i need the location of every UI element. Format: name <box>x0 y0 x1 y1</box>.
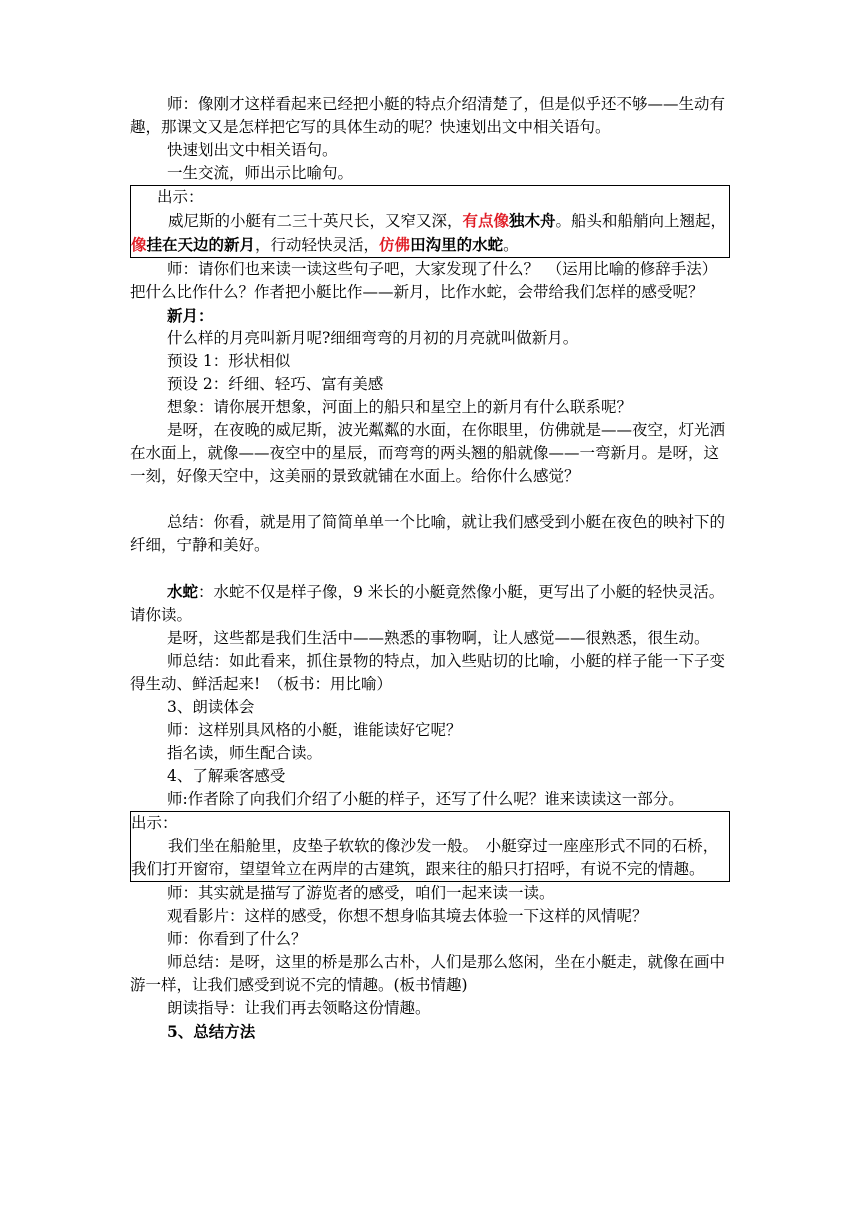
blank-line <box>130 557 730 580</box>
paragraph-water-snake <box>130 580 730 627</box>
paragraph-imagine: 想象：请你展开想象，河面上的船只和星空上的新月有什么联系呢？ <box>167 398 633 416</box>
display-box-simile <box>130 185 730 258</box>
bold-phrase: 田沟里的水蛇 <box>410 235 504 254</box>
highlight-word: 仿佛 <box>379 235 411 254</box>
text-span: ，行动轻快灵活， <box>255 236 380 254</box>
step-heading-5: 5、总结方法 <box>167 1022 256 1041</box>
blank-line <box>130 488 730 511</box>
paragraph-student-exchange: 一生交流，师出示比喻句。 <box>167 164 354 182</box>
paragraph-teacher-summary-2: 师总结：是呀，这里的桥是那么古朴，人们是那么悠闲，坐在小艇走，就像在画中游一样，让我们感受到说不完的情趣。(板书情趣) <box>130 953 726 994</box>
paragraph-instruction: 快速划出文中相关语句。 <box>167 141 338 159</box>
paragraph-read-sentences: 师：请你们也来读一读这些句子吧，大家发现了什么？ （运用比喻的修辞手法）把什么比作什么？作者把小艇比作——新月，比作水蛇，会带给我们怎样的感受呢？ <box>130 260 718 301</box>
paragraph-preset-2: 预设 2：纤细、轻巧、富有美感 <box>167 375 384 393</box>
paragraph-reading-guide: 朗读指导：让我们再去领略这份情趣。 <box>167 999 431 1017</box>
highlight-word: 有点像 <box>462 211 510 230</box>
paragraph-who-reads: 师：这样别具风格的小艇，谁能读好它呢？ <box>167 721 462 739</box>
paragraph-reading: 指名读，师生配合读。 <box>167 744 323 762</box>
display-box-text: 我们坐在船舱里，皮垫子软软的像沙发一般。 小艇穿过一座座形式不同的石桥，我们打开窗帘，望望耸立在两岸的古建筑，跟来往的船只打招呼，有说不完的情趣。 <box>131 837 719 878</box>
section-heading-new-moon: 新月： <box>167 306 214 325</box>
text-span: 威尼斯的小艇有二三十英尺长，又窄又深， <box>168 212 463 230</box>
text-span: ：水蛇不仅是样子像，9 米长的小艇竟然像小艇，更写出了小艇的轻快灵活。请你读。 <box>130 583 725 624</box>
display-box-text <box>131 209 729 257</box>
display-box-heading: 出示： <box>157 188 204 206</box>
paragraph-venice-night: 是呀，在夜晚的威尼斯，波光粼粼的水面，在你眼里，仿佛就是——夜空，灯光洒在水面上，就像——夜空中的星辰，而弯弯的两头翘的船就像——一弯新月。是呀，这一刻，好像天空中，这美丽的景致就铺在水面上。给你什么感觉？ <box>130 421 726 485</box>
paragraph-summary: 总结：你看，就是用了简简单单一个比喻，就让我们感受到小艇在夜色的映衬下的纤细，宁静和美好。 <box>130 513 726 554</box>
paragraph-new-moon-definition: 什么样的月亮叫新月呢?细细弯弯的月初的月亮就叫做新月。 <box>167 329 579 347</box>
document-page <box>130 93 730 1043</box>
paragraph-preset-1: 预设 1：形状相似 <box>167 352 291 370</box>
paragraph-teacher-question: 师：像刚才这样看起来已经把小艇的特点介绍清楚了，但是似乎还不够——生动有趣，那课文又是怎样把它写的具体生动的呢？快速划出文中相关语句。 <box>130 95 726 136</box>
step-heading-3: 3、朗读体会 <box>167 698 255 716</box>
paragraph-teacher-summary: 师总结：如此看来，抓住景物的特点，加入些贴切的比喻，小艇的样子能一下子变得生动、鲜活起来! （板书：用比喻） <box>130 652 726 693</box>
bold-phrase: 独木舟 <box>509 211 556 230</box>
highlight-word: 像 <box>131 235 147 254</box>
display-box-heading: 出示： <box>131 814 178 832</box>
display-box-passengers <box>130 811 730 882</box>
bold-phrase: 挂在天边的新月 <box>146 235 256 254</box>
step-heading-4: 4、了解乘客感受 <box>167 767 286 785</box>
text-span: 。 <box>503 236 519 254</box>
paragraph-what-seen: 师：你看到了什么？ <box>167 930 307 948</box>
paragraph-familiar: 是呀，这些都是我们生活中——熟悉的事物啊，让人感觉——很熟悉，很生动。 <box>167 629 710 647</box>
paragraph-watch-film: 观看影片：这样的感受，你想不想身临其境去体验一下这样的风情呢？ <box>167 907 648 925</box>
paragraph-what-else: 师:作者除了向我们介绍了小艇的样子，还写了什么呢？谁来读读这一部分。 <box>167 790 684 808</box>
section-heading-water-snake: 水蛇 <box>167 582 199 601</box>
paragraph-visitor-feelings: 师：其实就是描写了游览者的感受，咱们一起来读一读。 <box>167 884 555 902</box>
text-span: 。船头和船艄向上翘起， <box>555 212 727 230</box>
